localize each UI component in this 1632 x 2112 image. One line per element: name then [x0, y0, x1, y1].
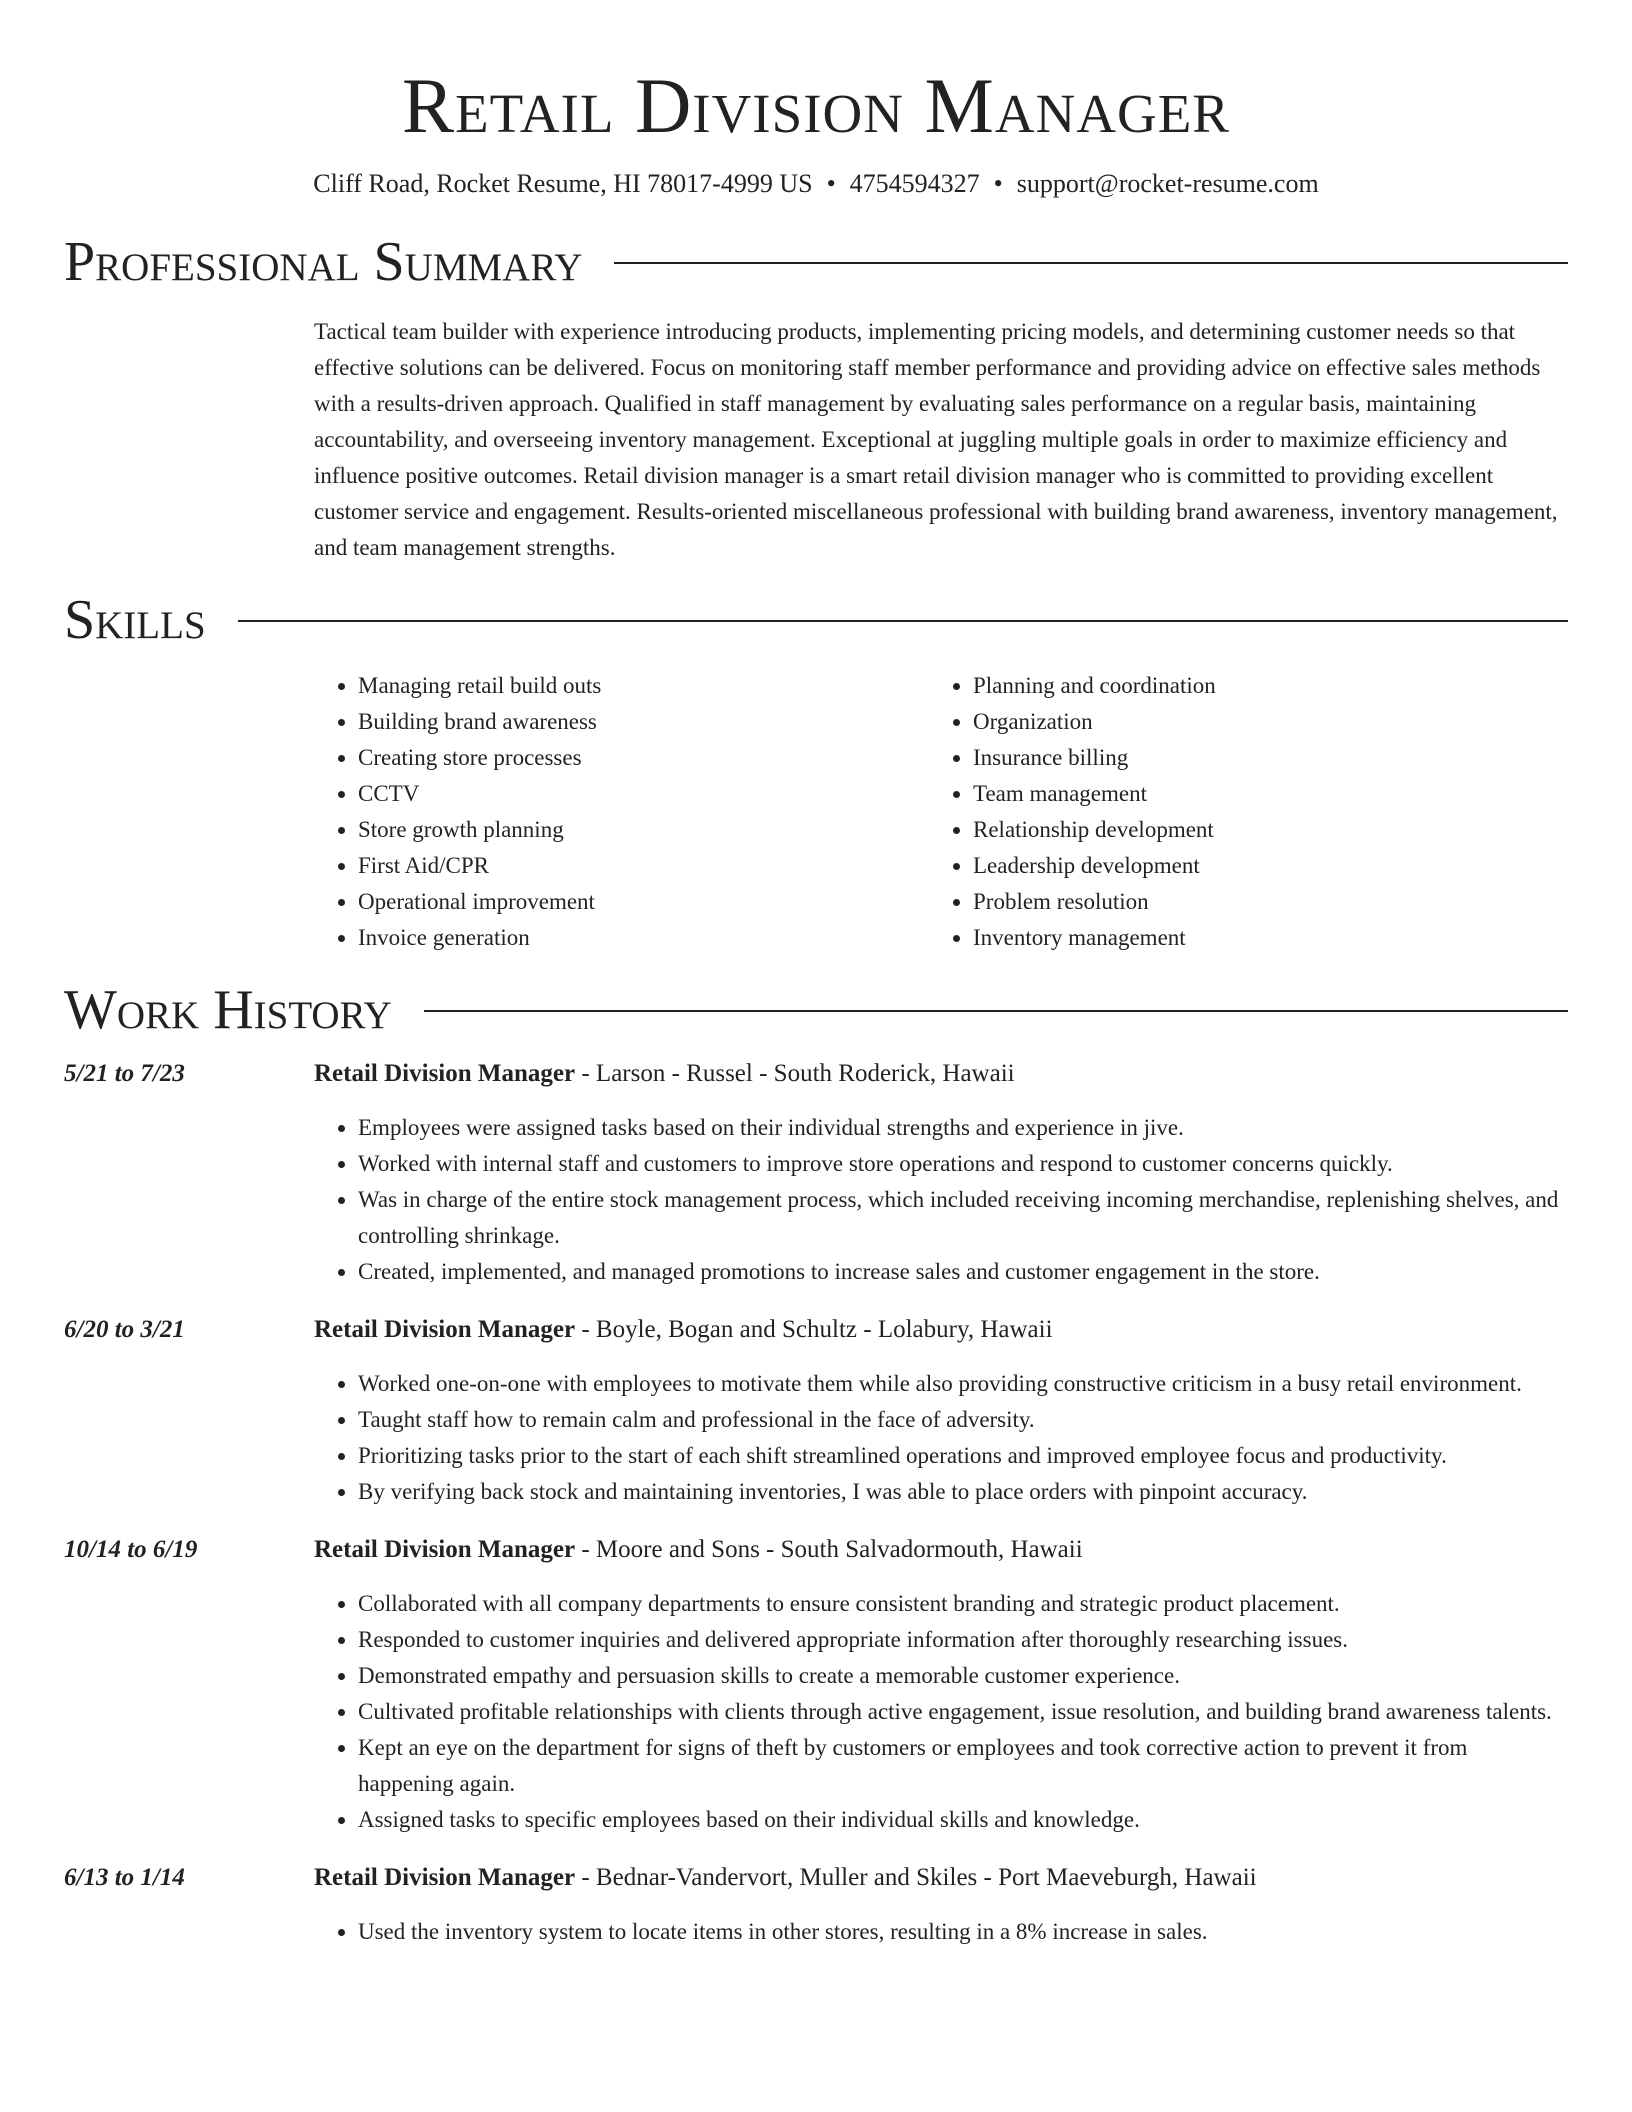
job-heading [314, 1532, 1568, 1568]
job-role: Retail Division Manager [314, 1536, 576, 1563]
job-bullet: • Created, implemented, and managed promotions to increase sales and customer engagement in the store. [358, 1254, 1568, 1290]
work-history-list [64, 1056, 1568, 1950]
skills-list [314, 668, 1568, 956]
skills-heading: Skills [64, 589, 206, 651]
work-section-header [64, 978, 1568, 1042]
summary-text: Tactical team builder with experience introducing products, implementing pricing models, and determining customer needs so that effective solutions can be delivered. Focus on monitoring staff member performance and providing advice on effective sales methods with a results-driven approach. Qualified in staff management by evaluating sales performance on a regular basis, maintaining accountability, and overseeing inventory management. Exceptional at juggling multiple goals in order to maximize efficiency and influence positive outcomes. Retail division manager is a smart retail division manager who is committed to providing excellent customer service and engagement. Results-oriented miscellaneous professional with building brand awareness, inventory management, and team management strengths. [314, 319, 1558, 560]
work-heading: Work History [64, 979, 392, 1041]
job-body [314, 1860, 1568, 1950]
skill-item: • Creating store processes [358, 740, 929, 776]
job-bullet: • Kept an eye on the department for signs of theft by customers or employees and took corrective action to prevent it from happening again. [358, 1730, 1568, 1802]
job-bullet-list [314, 1586, 1568, 1838]
section-divider [614, 262, 1568, 264]
job-bullet: • Worked with internal staff and customers to improve store operations and respond to customer concerns quickly. [358, 1146, 1568, 1182]
job-bullet: • Employees were assigned tasks based on their individual strengths and experience in jive. [358, 1110, 1568, 1146]
job-body [314, 1532, 1568, 1838]
skill-item: • Relationship development [973, 812, 1544, 848]
skill-item: • Inventory management [973, 920, 1544, 956]
job-bullet: • Assigned tasks to specific employees based on their individual skills and knowledge. [358, 1802, 1568, 1838]
job-role: Retail Division Manager [314, 1864, 576, 1891]
job-bullet-list [314, 1110, 1568, 1290]
skill-item: • Organization [973, 704, 1544, 740]
resume-title: Retail Division Manager [402, 62, 1230, 149]
job-bullet-list [314, 1366, 1568, 1510]
contact-separator: • [826, 169, 836, 198]
job-company-location: - Bednar-Vandervort, Muller and Skiles - Port Maeveburgh, Hawaii [575, 1864, 1257, 1891]
skills-section-header [64, 588, 1568, 652]
job-bullet: • Was in charge of the entire stock management process, which included receiving incoming merchandise, replenishing shelves, and controlling shrinkage. [358, 1182, 1568, 1254]
job-body [314, 1056, 1568, 1290]
skill-item: • Store growth planning [358, 812, 929, 848]
job-company-location: - Boyle, Bogan and Schultz - Lolabury, Hawaii [575, 1316, 1053, 1343]
job-bullet: • Worked one-on-one with employees to motivate them while also providing constructive criticism in a busy retail environment. [358, 1366, 1568, 1402]
job-heading [314, 1056, 1568, 1092]
skill-item: • Insurance billing [973, 740, 1544, 776]
job-company-location: - Moore and Sons - South Salvadormouth, Hawaii [575, 1536, 1083, 1563]
job-role: Retail Division Manager [314, 1316, 576, 1343]
job-bullet: • Responded to customer inquiries and delivered appropriate information after thoroughly researching issues. [358, 1622, 1568, 1658]
contact-phone: 4754594327 [849, 169, 980, 198]
skill-item: • Team management [973, 776, 1544, 812]
job-dates: 5/21 to 7/23 [64, 1060, 185, 1087]
job-entry [64, 1532, 1568, 1838]
contact-separator: • [993, 169, 1003, 198]
skills-column-left [314, 668, 929, 956]
skill-item: • Planning and coordination [973, 668, 1544, 704]
contact-address: Cliff Road, Rocket Resume, HI 78017-4999 US [313, 169, 813, 198]
job-bullet: • Prioritizing tasks prior to the start of each shift streamlined operations and improved employee focus and productivity. [358, 1438, 1568, 1474]
job-heading [314, 1860, 1568, 1896]
job-entry [64, 1056, 1568, 1290]
job-dates: 10/14 to 6/19 [64, 1536, 198, 1563]
summary-heading: Professional Summary [64, 231, 583, 293]
job-entry [64, 1312, 1568, 1510]
job-bullet: • Demonstrated empathy and persuasion skills to create a memorable customer experience. [358, 1658, 1568, 1694]
contact-line [64, 168, 1568, 200]
skill-item: • First Aid/CPR [358, 848, 929, 884]
skills-column-right [929, 668, 1544, 956]
contact-email: support@rocket-resume.com [1016, 169, 1319, 198]
job-heading [314, 1312, 1568, 1348]
skill-item: • Problem resolution [973, 884, 1544, 920]
job-company-location: - Larson - Russel - South Roderick, Hawaii [575, 1060, 1015, 1087]
skill-item: • Managing retail build outs [358, 668, 929, 704]
section-divider [424, 1010, 1568, 1012]
job-body [314, 1312, 1568, 1510]
skill-item: • CCTV [358, 776, 929, 812]
skill-item: • Building brand awareness [358, 704, 929, 740]
job-dates: 6/20 to 3/21 [64, 1316, 185, 1343]
job-bullet: • Used the inventory system to locate items in other stores, resulting in a 8% increase in sales. [358, 1914, 1568, 1950]
job-dates: 6/13 to 1/14 [64, 1864, 185, 1891]
skill-item: • Invoice generation [358, 920, 929, 956]
job-role: Retail Division Manager [314, 1060, 576, 1087]
job-bullet: • Taught staff how to remain calm and professional in the face of adversity. [358, 1402, 1568, 1438]
section-divider [238, 620, 1568, 622]
job-entry [64, 1860, 1568, 1950]
job-bullet: • Cultivated profitable relationships with clients through active engagement, issue resolution, and building brand awareness talents. [358, 1694, 1568, 1730]
job-bullet: • By verifying back stock and maintaining inventories, I was able to place orders with pinpoint accuracy. [358, 1474, 1568, 1510]
job-bullet-list [314, 1914, 1568, 1950]
summary-section-header [64, 230, 1568, 294]
job-bullet: • Collaborated with all company departments to ensure consistent branding and strategic product placement. [358, 1586, 1568, 1622]
skill-item: • Operational improvement [358, 884, 929, 920]
skill-item: • Leadership development [973, 848, 1544, 884]
